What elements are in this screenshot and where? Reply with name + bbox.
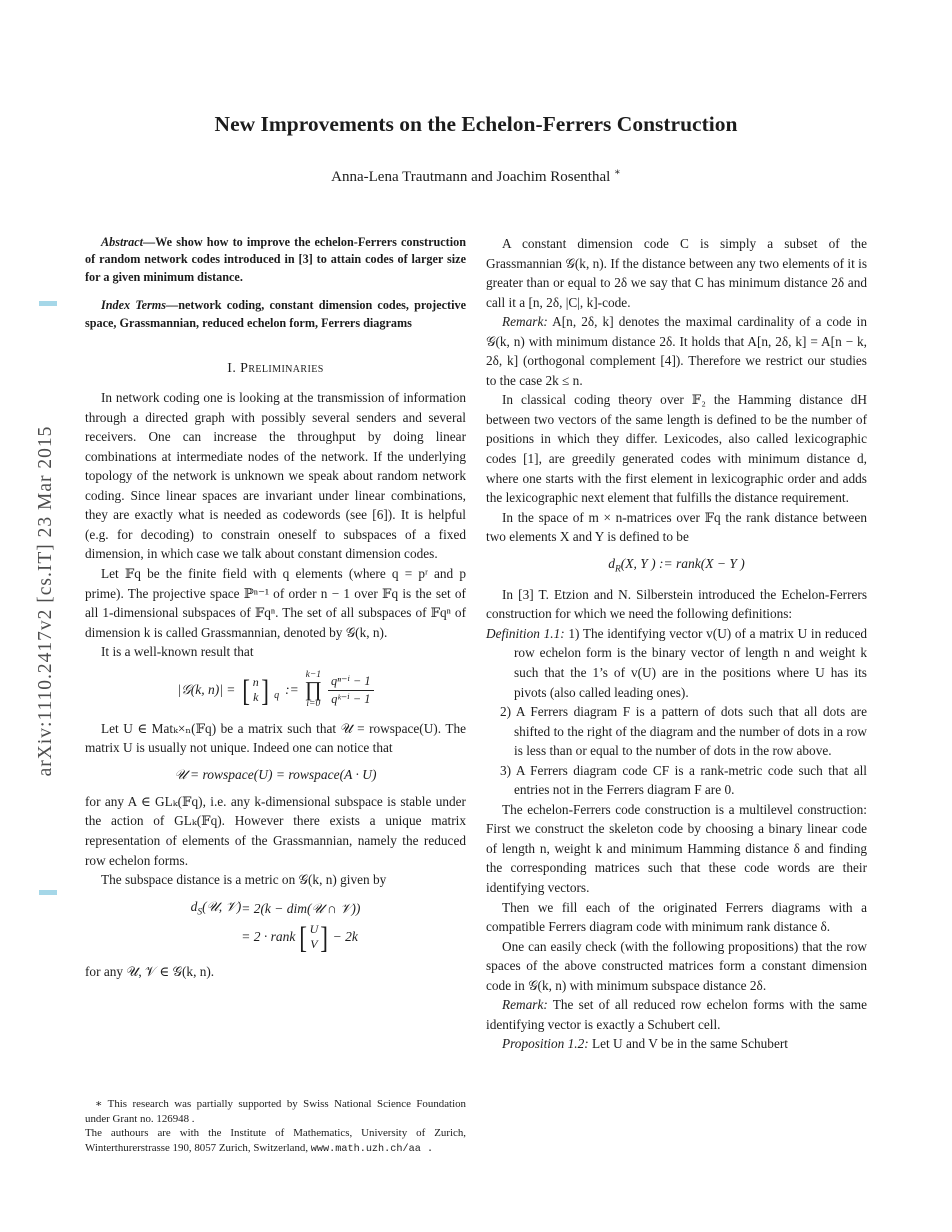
arxiv-stamp: arXiv:1110.2417v2 [cs.IT] 23 Mar 2015	[35, 425, 56, 777]
rowspace-equation-text: 𝒰 = rowspace(U) = rowspace(A · U)	[174, 766, 377, 782]
matrix-column	[310, 922, 319, 953]
eq-gauss-lhs: |𝒢(k, n)| =	[177, 682, 236, 698]
two-column-body	[0, 234, 952, 1158]
abstract	[85, 234, 466, 286]
proposition-text: Let U and V be in the same Schubert	[592, 1036, 788, 1052]
binomial-column	[253, 675, 259, 706]
proposition-1-2	[486, 1034, 867, 1054]
abstract-text: We show how to improve the echelon-Ferrers construction of random network codes introduced in [3] to attain codes of larger size for a given minimum distance.	[85, 235, 466, 284]
footnote-block	[85, 1083, 466, 1158]
product-symbol	[305, 671, 322, 710]
right-bracket: ]	[320, 919, 329, 955]
eq-subdist-row2	[241, 919, 358, 955]
definition-item-1	[486, 624, 868, 702]
paragraph-rank-distance: In the space of m × n-matrices over 𝔽q the rank distance between two elements X and Y is defined to be	[486, 509, 867, 545]
authors-text: Anna-Lena Trautmann and Joachim Rosenthal	[331, 169, 611, 185]
paragraph-multilevel-construction: The echelon-Ferrers code construction is a multilevel construction: First we construct the skeleton code by choosing a binary linear code of length n, weight k and minimum Hamming distance δ and finding the corresponding matrices such that these code words are their identifying vectors.	[486, 801, 867, 896]
product-upper-limit: k−1	[305, 669, 322, 680]
index-terms-text: network coding, constant dimension codes, projective space, Grassmannian, reduced echelon form, Ferrers diagrams	[85, 298, 466, 330]
paragraph-network-coding-intro: In network coding one is looking at the transmission of information through a directed graph with possibly several senders and several receivers. One can increase the throughput by doing linear combinations at intermediate nodes of the network. If the underlying topology of the network is unknown we speak about random network coding. Since linear spaces are invariant under linear combinations, they are exactly what is needed as codewords (see [6]). It is helpful (e.g. for decoding) to constrain oneself to subspaces of a fixed dimension, in which case we talk about constant dimension codes.	[85, 390, 466, 562]
paper-title: New Improvements on the Echelon-Ferrers Construction	[214, 112, 738, 136]
rowspace-equation	[85, 767, 466, 783]
binomial-top: n	[252, 674, 259, 689]
fraction-denominator: qᵏ⁻ⁱ − 1	[331, 691, 371, 706]
remark-1-label: Remark:	[502, 314, 548, 330]
right-column	[486, 234, 867, 1158]
aligned-equation-grid	[191, 899, 361, 953]
eq-rank-lhs	[608, 556, 745, 576]
paragraph-subspace-distance: The subspace distance is a metric on 𝒢(k, n) given by	[101, 872, 387, 888]
arxiv-link-border-bottom	[39, 890, 57, 895]
gaussian-binomial-bracket	[241, 672, 270, 708]
subspace-distance-equation	[85, 899, 466, 953]
section-heading-preliminaries: I. Preliminaries	[227, 361, 324, 377]
left-bracket: [	[299, 919, 308, 955]
product-lower-limit: i=0	[306, 699, 321, 710]
definition-item-3: 3) A Ferrers diagram code CF is a rank-metric code such that all entries not in the Ferrers diagram F are 0.	[500, 762, 867, 798]
index-terms	[85, 297, 466, 332]
eq-rank-rest: (X, Y ) := rank(X − Y )	[620, 555, 745, 571]
left-bracket: [	[242, 672, 251, 708]
definition-1-1	[486, 624, 867, 800]
rank-distance-equation	[486, 556, 867, 576]
remark-2	[486, 995, 867, 1034]
matrix-bottom-v: V	[310, 937, 318, 952]
proposition-label: Proposition 1.2:	[502, 1036, 589, 1052]
matrix-top-u: U	[309, 921, 319, 936]
author-footnote-mark: ∗	[614, 167, 621, 178]
eq-subdist-sub-s: S	[197, 907, 203, 918]
paragraph-easily-check: One can easily check (with the following propositions) that the row spaces of the above constructed matrices form a constant dimension code in 𝒢(k, n) with minimum subspace distance 2δ.	[486, 938, 867, 993]
index-terms-label: Index Terms—	[101, 298, 179, 313]
remark-1-text: A[n, 2δ, k] denotes the maximal cardinality of a code in 𝒢(k, n) with minimum distance 2δ. It holds that A[n, 2δ, k] = A[n − k, 2δ, k] (orthogonal complement [4]). Therefore we restrict our studies to the case 2k ≤ n.	[486, 314, 867, 388]
paragraph-well-known-result: It is a well-known result that	[101, 644, 254, 660]
authors-line	[0, 167, 952, 186]
eq-gauss-assign: :=	[285, 682, 299, 698]
binomial-subscript-q: q	[274, 690, 280, 702]
eq-subdist-row2-pre: = 2 · rank	[241, 929, 296, 945]
definition-item-1-text: 1) The identifying vector v(U) of a matrix U in reduced row echelon form is the binary vector of length n and weight k such that the 1’s of v(U) are in the positions where U has its pivots (also called leading ones).	[514, 625, 868, 700]
abstract-label: Abstract—	[101, 235, 156, 249]
gaussian-binomial-equation	[85, 671, 466, 710]
right-bracket: ]	[261, 672, 269, 708]
eq-rank-d: d	[608, 555, 615, 571]
eq-subdist-lhs	[191, 899, 242, 919]
eq-subdist-row1: = 2(k − dim(𝒰 ∩ 𝒱))	[241, 900, 361, 916]
matrix-u-over-v	[298, 919, 329, 955]
eq-subdist-d: d	[190, 898, 198, 914]
binomial-bottom: k	[253, 690, 259, 705]
paragraph-hamming-distance: In classical coding theory over 𝔽₂ the Hamming distance dH between two vectors of the same length is defined to be the number of positions in which they differ. Lexicodes, also called lexicographic codes [1], are greedily generated codes with minimum distance d, where one starts with the first element in lexicographic order and adds the lexicographic next element that fulfills the distance requirement.	[486, 392, 867, 506]
paragraph-matrix-rowspace: Let U ∈ Matₖ×ₙ(𝔽q) be a matrix such that 𝒰 = rowspace(U). The matrix U is usually not unique. Indeed one can notice that	[85, 720, 466, 756]
eq-rank-sub-r: R	[614, 564, 621, 575]
paragraph-finite-field: Let 𝔽q be the finite field with q elements (where q = pʳ and p prime). The projective space ℙⁿ⁻¹ of order n − 1 over 𝔽q is the set of all 1-dimensional subspaces of 𝔽qⁿ. The set of all subspaces of 𝔽qⁿ of dimension k is called Grassmannian, denoted by 𝒢(k, n).	[85, 565, 466, 640]
eq-subdist-row2-post: − 2k	[332, 929, 358, 945]
remark-1	[486, 312, 867, 390]
paragraph-etzion-silberstein: In [3] T. Etzion and N. Silberstein introduced the Echelon-Ferrers construction for which we need the following definitions:	[486, 586, 867, 622]
footnote-funding: ∗ This research was partially supported by Swiss National Science Foundation under Grant no. 126948 .	[85, 1097, 466, 1125]
definition-item-2: 2) A Ferrers diagram F is a pattern of dots such that all dots are shifted to the right of the diagram and the number of dots in a row is less than or equal to the number of dots in the row above.	[500, 704, 867, 759]
eq-subdist-args: (𝒰, 𝒱)	[202, 898, 242, 914]
definition-label: Definition 1.1:	[486, 625, 565, 641]
remark-2-text: The set of all reduced row echelon forms with the same identifying vector is exactly a Schubert cell.	[486, 997, 867, 1032]
paragraph-constant-dimension-code: A constant dimension code C is simply a subset of the Grassmannian 𝒢(k, n). If the distance between any two elements of it is greater than or equal to 2δ we say that C has minimum distance 2δ and call it a [n, 2δ, |C|, k]-code.	[486, 236, 867, 310]
product-glyph: ∏	[304, 677, 322, 702]
paragraph-fill-ferrers: Then we fill each of the originated Ferrers diagrams with a compatible Ferrers diagram code with minimum rank distance δ.	[486, 899, 867, 935]
footnote-url[interactable]: www.math.uzh.ch/aa .	[310, 1144, 434, 1156]
footnote-affiliation-text: The authours are with the Institute of Mathematics, University of Zurich, Winterthurerstrasse 190, 8057 Zurich, Switzerland,	[85, 1127, 466, 1155]
footnote-affiliation	[85, 1126, 466, 1158]
paragraph-gl-action: for any A ∈ GLₖ(𝔽q), i.e. any k-dimensional subspace is stable under the action of GLₖ(𝔽q). However there exists a unique matrix representation of elements of the Grassmannian, namely the reduced row echelon forms.	[85, 793, 466, 868]
fraction	[328, 674, 374, 707]
remark-2-label: Remark:	[502, 997, 548, 1013]
left-column	[85, 234, 466, 1158]
fraction-numerator: qⁿ⁻ⁱ − 1	[328, 674, 374, 691]
paragraph-for-any-uv: for any 𝒰, 𝒱 ∈ 𝒢(k, n).	[85, 963, 215, 979]
